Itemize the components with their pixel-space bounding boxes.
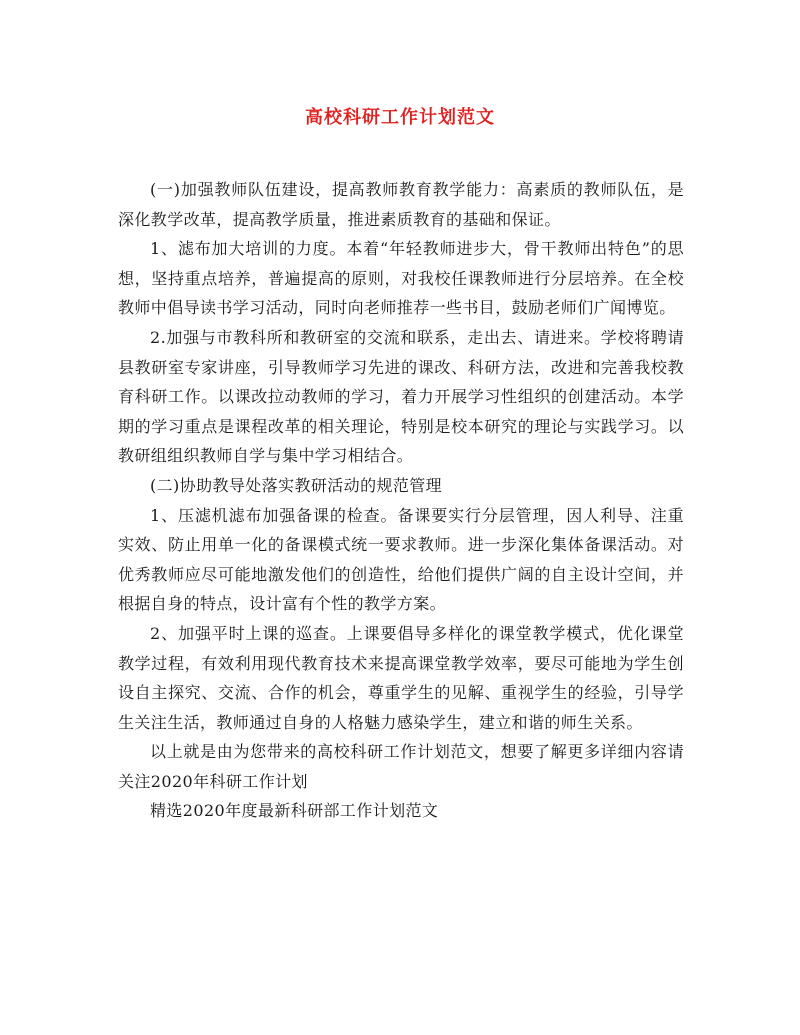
document-body <box>118 175 684 826</box>
paragraph-lesson-prep: 1、压滤机滤布加强备课的检查。备课要实行分层管理，因人利导、注重实效、防止用单一化的备课模式统一要求教师。进一步深化集体备课活动。对优秀教师应尽可能地激发他们的创造性，给他们提供广阔的自主设计空间，并根据自身的特点，设计富有个性的教学方案。 <box>118 505 684 614</box>
paragraph-section-two-heading: (二)协助教导处落实教研活动的规范管理 <box>150 475 443 495</box>
paragraph-closing-note: 以上就是由为您带来的高校科研工作计划范文，想要了解更多详细内容请关注2020年科研工作计划 <box>118 742 684 791</box>
paragraph-class-inspection: 2、加强平时上课的巡查。上课要倡导多样化的课堂教学模式，优化课堂教学过程，有效利用现代教育技术来提高课堂教学效率，要尽可能地为学生创设自主探究、交流、合作的机会，尊重学生的见解、重视学生的经验，引导学生关注生活，教师通过自身的人格魅力感染学生，建立和谐的师生关系。 <box>118 623 684 732</box>
paragraph-related-link: 精选2020年度最新科研部工作计划范文 <box>150 801 439 821</box>
paragraph-training: 1、滤布加大培训的力度。本着“年轻教师进步大，骨干教师出特色”的思想，坚持重点培养，普遍提高的原则，对我校任课教师进行分层培养。在全校教师中倡导读书学习活动，同时向老师推荐一些书目，鼓励老师们广闻博览。 <box>118 239 684 318</box>
paragraph-section-one-heading: (一)加强教师队伍建设，提高教师教育教学能力：高素质的教师队伍，是深化教学改革，提高教学质量，推进素质教育的基础和保证。 <box>118 180 684 229</box>
document-title: 高校科研工作计划范文 <box>305 107 495 128</box>
paragraph-exchange: 2.加强与市教科所和教研室的交流和联系，走出去、请进来。学校将聘请县教研室专家讲座，引导教师学习先进的课改、科研方法，改进和完善我校教育科研工作。以课改拉动教师的学习，着力开展学习性组织的创建活动。本学期的学习重点是课程改革的相关理论，特别是校本研究的理论与实践学习。以教研组组织教师自学与集中学习相结合。 <box>118 327 684 466</box>
